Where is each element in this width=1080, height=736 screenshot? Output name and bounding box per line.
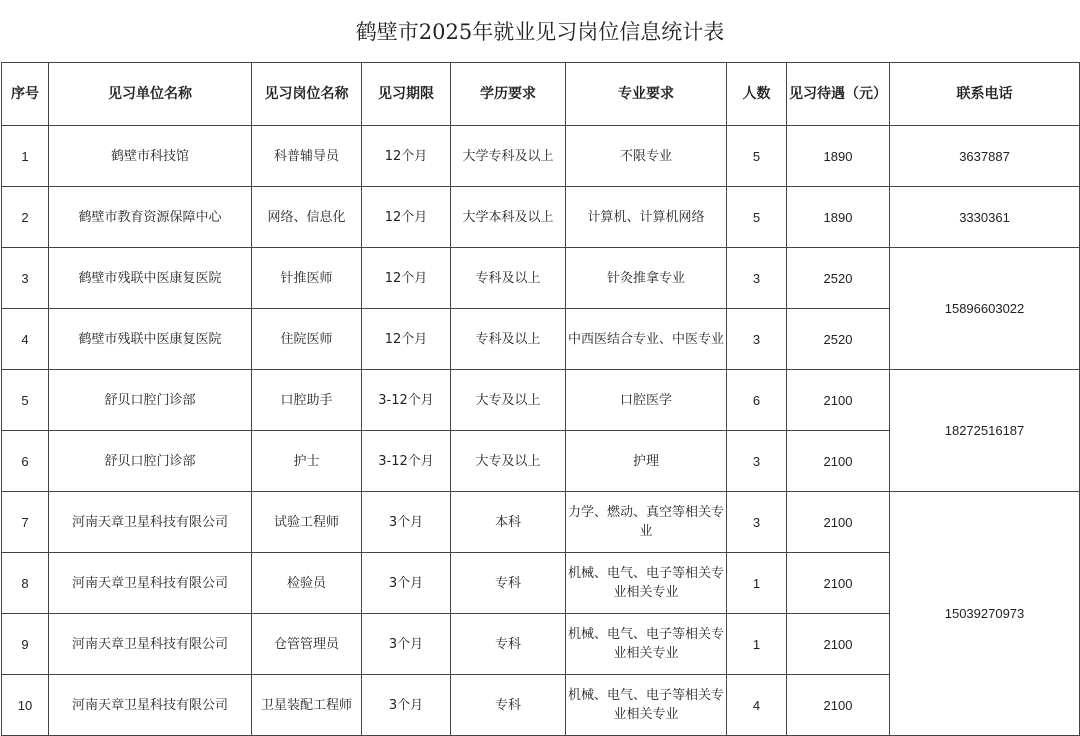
cell-pay: 1890 xyxy=(787,126,890,187)
cell-count: 3 xyxy=(727,492,787,553)
cell-position: 检验员 xyxy=(252,553,362,614)
table-row xyxy=(2,187,1080,248)
header-position: 见习岗位名称 xyxy=(252,63,362,126)
cell-unit: 河南天章卫星科技有限公司 xyxy=(49,553,252,614)
cell-period: 12个月 xyxy=(362,309,451,370)
cell-education: 专科 xyxy=(451,675,566,736)
cell-unit: 舒贝口腔门诊部 xyxy=(49,431,252,492)
cell-unit: 河南天章卫星科技有限公司 xyxy=(49,492,252,553)
cell-period: 3个月 xyxy=(362,675,451,736)
cell-major: 针灸推拿专业 xyxy=(566,248,727,309)
header-education: 学历要求 xyxy=(451,63,566,126)
cell-period: 3个月 xyxy=(362,614,451,675)
cell-phone: 15896603022 xyxy=(890,248,1080,370)
cell-pay: 1890 xyxy=(787,187,890,248)
cell-education: 专科 xyxy=(451,553,566,614)
cell-period: 3-12个月 xyxy=(362,431,451,492)
cell-pay: 2100 xyxy=(787,614,890,675)
cell-position: 针推医师 xyxy=(252,248,362,309)
cell-period: 12个月 xyxy=(362,126,451,187)
cell-major: 计算机、计算机网络 xyxy=(566,187,727,248)
cell-pay: 2520 xyxy=(787,248,890,309)
cell-phone: 15039270973 xyxy=(890,492,1080,736)
header-phone: 联系电话 xyxy=(890,63,1080,126)
cell-no: 7 xyxy=(2,492,49,553)
cell-count: 5 xyxy=(727,126,787,187)
cell-position: 卫星装配工程师 xyxy=(252,675,362,736)
cell-unit: 舒贝口腔门诊部 xyxy=(49,370,252,431)
cell-unit: 鹤壁市科技馆 xyxy=(49,126,252,187)
cell-pay: 2100 xyxy=(787,370,890,431)
cell-phone: 3637887 xyxy=(890,126,1080,187)
cell-no: 1 xyxy=(2,126,49,187)
cell-pay: 2520 xyxy=(787,309,890,370)
cell-pay: 2100 xyxy=(787,553,890,614)
cell-major: 机械、电气、电子等相关专业相关专业 xyxy=(566,614,727,675)
cell-position: 住院医师 xyxy=(252,309,362,370)
cell-major: 力学、燃动、真空等相关专业 xyxy=(566,492,727,553)
header-pay: 见习待遇（元） xyxy=(787,63,890,126)
cell-pay: 2100 xyxy=(787,431,890,492)
cell-no: 2 xyxy=(2,187,49,248)
cell-period: 3个月 xyxy=(362,553,451,614)
cell-period: 12个月 xyxy=(362,187,451,248)
cell-position: 口腔助手 xyxy=(252,370,362,431)
cell-count: 4 xyxy=(727,675,787,736)
cell-period: 12个月 xyxy=(362,248,451,309)
cell-education: 专科 xyxy=(451,614,566,675)
table-row xyxy=(2,248,1080,309)
cell-no: 10 xyxy=(2,675,49,736)
cell-major: 不限专业 xyxy=(566,126,727,187)
header-row xyxy=(2,63,1080,126)
header-major: 专业要求 xyxy=(566,63,727,126)
header-count: 人数 xyxy=(727,63,787,126)
cell-no: 4 xyxy=(2,309,49,370)
cell-unit: 鹤壁市残联中医康复医院 xyxy=(49,248,252,309)
header-unit: 见习单位名称 xyxy=(49,63,252,126)
cell-major: 口腔医学 xyxy=(566,370,727,431)
header-period: 见习期限 xyxy=(362,63,451,126)
cell-phone: 18272516187 xyxy=(890,370,1080,492)
cell-pay: 2100 xyxy=(787,675,890,736)
cell-count: 1 xyxy=(727,614,787,675)
cell-education: 专科及以上 xyxy=(451,309,566,370)
cell-position: 护士 xyxy=(252,431,362,492)
cell-no: 5 xyxy=(2,370,49,431)
cell-no: 6 xyxy=(2,431,49,492)
cell-position: 网络、信息化 xyxy=(252,187,362,248)
page-title: 鹤壁市2025年就业见习岗位信息统计表 xyxy=(355,20,725,44)
cell-position: 试验工程师 xyxy=(252,492,362,553)
cell-count: 6 xyxy=(727,370,787,431)
cell-major: 机械、电气、电子等相关专业相关专业 xyxy=(566,553,727,614)
cell-unit: 河南天章卫星科技有限公司 xyxy=(49,675,252,736)
cell-count: 1 xyxy=(727,553,787,614)
cell-count: 3 xyxy=(727,431,787,492)
cell-education: 专科及以上 xyxy=(451,248,566,309)
cell-period: 3个月 xyxy=(362,492,451,553)
cell-position: 仓管管理员 xyxy=(252,614,362,675)
cell-count: 3 xyxy=(727,248,787,309)
cell-education: 大学本科及以上 xyxy=(451,187,566,248)
cell-major: 护理 xyxy=(566,431,727,492)
cell-count: 3 xyxy=(727,309,787,370)
cell-major: 机械、电气、电子等相关专业相关专业 xyxy=(566,675,727,736)
table-row xyxy=(2,126,1080,187)
internship-table xyxy=(1,62,1080,736)
cell-education: 大专及以上 xyxy=(451,431,566,492)
cell-count: 5 xyxy=(727,187,787,248)
cell-unit: 鹤壁市残联中医康复医院 xyxy=(49,309,252,370)
cell-education: 大学专科及以上 xyxy=(451,126,566,187)
cell-no: 3 xyxy=(2,248,49,309)
cell-no: 9 xyxy=(2,614,49,675)
cell-period: 3-12个月 xyxy=(362,370,451,431)
table-row xyxy=(2,492,1080,553)
cell-unit: 河南天章卫星科技有限公司 xyxy=(49,614,252,675)
cell-major: 中西医结合专业、中医专业 xyxy=(566,309,727,370)
table-row xyxy=(2,370,1080,431)
cell-education: 本科 xyxy=(451,492,566,553)
cell-unit: 鹤壁市教育资源保障中心 xyxy=(49,187,252,248)
cell-phone: 3330361 xyxy=(890,187,1080,248)
cell-pay: 2100 xyxy=(787,492,890,553)
header-no: 序号 xyxy=(2,63,49,126)
cell-no: 8 xyxy=(2,553,49,614)
cell-position: 科普辅导员 xyxy=(252,126,362,187)
cell-education: 大专及以上 xyxy=(451,370,566,431)
